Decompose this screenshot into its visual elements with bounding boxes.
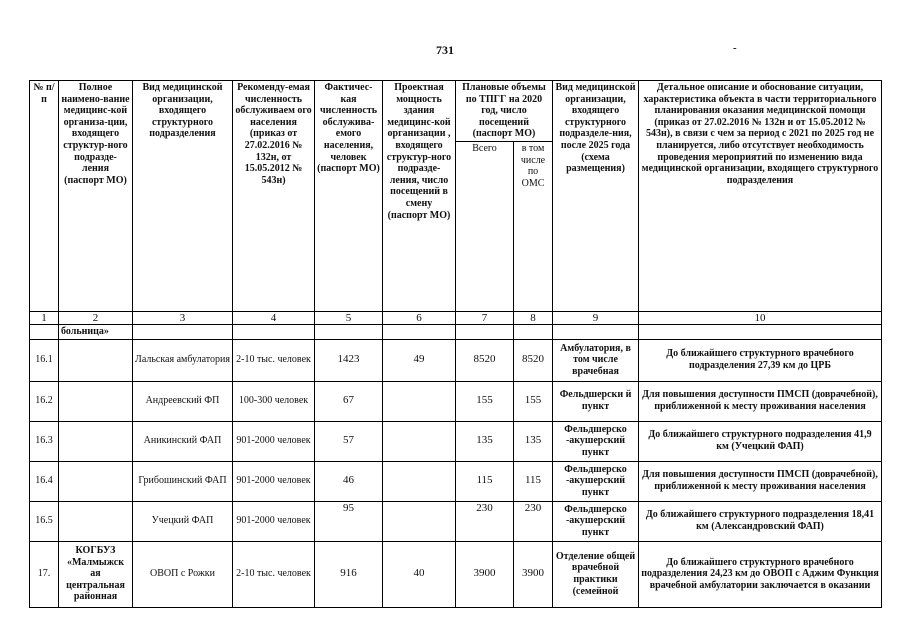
header-oms: в том числе по ОМС	[514, 141, 553, 311]
continuation-row	[30, 324, 882, 339]
row-org	[59, 461, 133, 501]
column-number: 9	[553, 311, 639, 324]
row-recommended: 901-2000 человек	[233, 421, 315, 461]
row-actual: 1423	[315, 339, 383, 381]
column-number: 10	[639, 311, 882, 324]
header-recommended: Рекоменду-емая численность обслуживаем ого населения (приказ от 27.02.2016 № 132н, от 15.05.2012 № 543н)	[233, 81, 315, 312]
row-oms: 115	[514, 461, 553, 501]
row-kind: Учецкий ФАП	[133, 501, 233, 541]
row-kind-after: Фельдшерско -акушерский пункт	[553, 501, 639, 541]
row-recommended: 2-10 тыс. человек	[233, 339, 315, 381]
column-number: 3	[133, 311, 233, 324]
row-org: КОГБУЗ «Малмыжск ая центральная районная	[59, 541, 133, 607]
row-total: 135	[456, 421, 514, 461]
column-number: 2	[59, 311, 133, 324]
row-total: 8520	[456, 339, 514, 381]
table-row	[30, 461, 882, 501]
row-capacity	[383, 381, 456, 421]
facilities-table	[29, 80, 882, 608]
row-oms: 3900	[514, 541, 553, 607]
header-capacity: Проектная мощность здания медицинс-кой организации , входящего структур-ного подразде-ления, число посещений в смену (паспорт МО)	[383, 81, 456, 312]
row-org	[59, 501, 133, 541]
row-number: 16.1	[30, 339, 59, 381]
continuation-text: больница»	[59, 324, 133, 339]
row-actual: 46	[315, 461, 383, 501]
row-number: 16.4	[30, 461, 59, 501]
row-total: 155	[456, 381, 514, 421]
row-actual: 95	[315, 501, 383, 541]
row-kind-after: Отделение общей врачебной практики (семейной	[553, 541, 639, 607]
column-number: 8	[514, 311, 553, 324]
row-description: До ближайшего структурного врачебного подразделения 24,23 км до ОВОП с Аджим Функция врачебной амбулатории заключается в оказании	[639, 541, 882, 607]
row-kind-after: Фельдшерски й пункт	[553, 381, 639, 421]
column-number: 4	[233, 311, 315, 324]
row-org	[59, 421, 133, 461]
row-total: 230	[456, 501, 514, 541]
row-total: 115	[456, 461, 514, 501]
column-number: 7	[456, 311, 514, 324]
column-number: 1	[30, 311, 59, 324]
row-description: Для повышения доступности ПМСП (доврачебной), приближенной к месту проживания населения	[639, 461, 882, 501]
table-row	[30, 541, 882, 607]
row-kind: Грибошинский ФАП	[133, 461, 233, 501]
row-oms: 230	[514, 501, 553, 541]
row-description: До ближайшего структурного врачебного подразделения 27,39 км до ЦРБ	[639, 339, 882, 381]
row-capacity	[383, 421, 456, 461]
row-kind-after: Амбулатория, в том числе врачебная	[553, 339, 639, 381]
column-number: 5	[315, 311, 383, 324]
row-kind: Андреевский ФП	[133, 381, 233, 421]
table-row	[30, 381, 882, 421]
header-org-kind: Вид медицинской организации, входящего структурного подразделения	[133, 81, 233, 312]
header-row	[30, 81, 882, 142]
row-description: До ближайшего структурного подразделения 18,41 км (Александровский ФАП)	[639, 501, 882, 541]
table-row	[30, 421, 882, 461]
row-recommended: 901-2000 человек	[233, 501, 315, 541]
row-actual: 916	[315, 541, 383, 607]
row-org	[59, 339, 133, 381]
row-number: 16.3	[30, 421, 59, 461]
header-total: Всего	[456, 141, 514, 311]
row-recommended: 901-2000 человек	[233, 461, 315, 501]
row-kind: Аникинский ФАП	[133, 421, 233, 461]
table-row	[30, 501, 882, 541]
row-kind-after: Фельдшерско -акушерский пункт	[553, 421, 639, 461]
header-org-name: Полное наимено-вание медицинс-кой организа-ции, входящего структур-ного подразде-ления (паспорт МО)	[59, 81, 133, 312]
row-recommended: 100-300 человек	[233, 381, 315, 421]
table-row	[30, 339, 882, 381]
row-number: 16.2	[30, 381, 59, 421]
row-actual: 67	[315, 381, 383, 421]
row-capacity	[383, 461, 456, 501]
row-number: 17.	[30, 541, 59, 607]
row-recommended: 2-10 тыс. человек	[233, 541, 315, 607]
row-org	[59, 381, 133, 421]
row-oms: 135	[514, 421, 553, 461]
row-oms: 155	[514, 381, 553, 421]
header-actual: Фактичес-кая численность обслужива-емого населения, человек (паспорт МО)	[315, 81, 383, 312]
row-actual: 57	[315, 421, 383, 461]
row-description: Для повышения доступности ПМСП (доврачебной), приближенной к месту проживания населения	[639, 381, 882, 421]
page-number: 731	[436, 43, 454, 57]
row-capacity	[383, 501, 456, 541]
row-description: До ближайшего структурного подразделения 41,9 км (Учецкий ФАП)	[639, 421, 882, 461]
row-capacity: 40	[383, 541, 456, 607]
row-total: 3900	[456, 541, 514, 607]
row-number: 16.5	[30, 501, 59, 541]
header-number: № п/п	[30, 81, 59, 312]
row-kind: Лальская амбулатория	[133, 339, 233, 381]
header-description: Детальное описание и обоснование ситуации, характеристика объекта в части территориального планирования оказания медицинской помощи (приказ от 27.02.2016 № 132н и от 15.05.2012 № 543н), в связи с чем за период с 2021 по 2025 год не планируется, либо отсутствует необходимость проведения мероприятий по изменению вида медицинской организации, входящего структурного подразделения	[639, 81, 882, 312]
header-planned-volumes: Плановые объемы по ТПГГ на 2020 год, число посещений (паспорт МО)	[456, 81, 553, 142]
column-numbers-row	[30, 311, 882, 324]
header-kind-after-2025: Вид медицинской организации, входящего структурного подразделе-ния, после 2025 года (схема размещения)	[553, 81, 639, 312]
column-number: 6	[383, 311, 456, 324]
row-oms: 8520	[514, 339, 553, 381]
row-kind: ОВОП с Рожки	[133, 541, 233, 607]
row-capacity: 49	[383, 339, 456, 381]
corner-mark: -	[733, 42, 737, 54]
row-kind-after: Фельдшерско -акушерский пункт	[553, 461, 639, 501]
